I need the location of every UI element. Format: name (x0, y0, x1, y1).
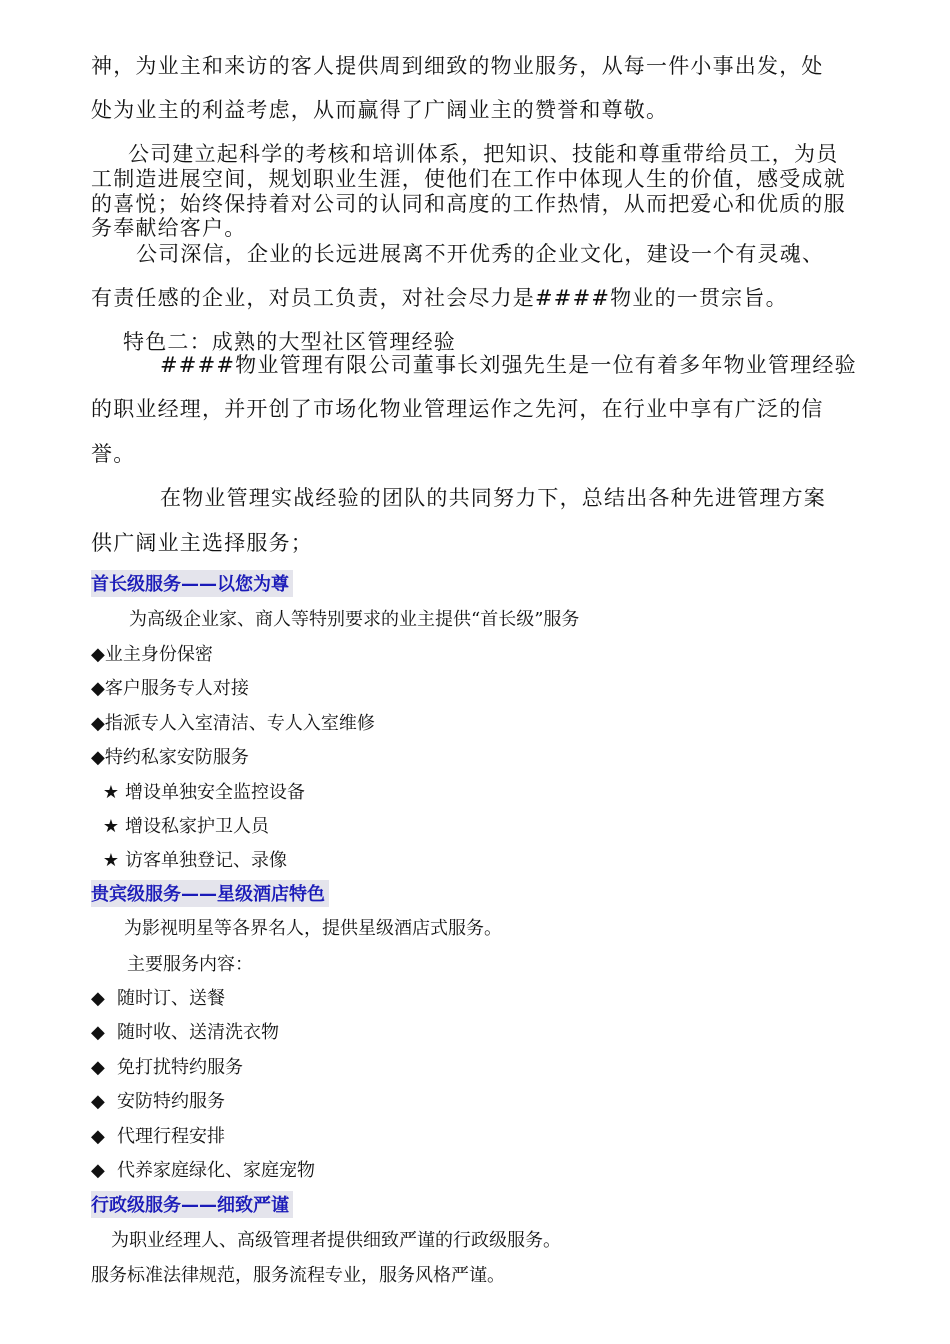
list-item (91, 743, 249, 769)
list-item (91, 1053, 243, 1079)
list-item-text: 指派专人入室清洁、专人入室维修 (104, 713, 375, 734)
paragraph-line: 处为业主的利益考虑，从而赢得了广阔业主的赞誉和尊敬。 (91, 98, 669, 122)
paragraph-line: 的喜悦；始终保持着对公司的认同和高度的工作热情，从而把爱心和优质的服 (91, 192, 846, 216)
paragraph-line: 务奉献给客户。 (91, 216, 247, 240)
list-item (91, 1018, 279, 1044)
list-item-text: 客户服务专人对接 (104, 678, 249, 699)
paragraph-line: 神，为业主和来访的客人提供周到细致的物业服务，从每一件小事出发，处 (91, 54, 824, 78)
paragraph-line: ####物业管理有限公司董事长刘强先生是一位有着多年物业管理经验 (160, 353, 857, 377)
paragraph-line: 的职业经理，并开创了市场化物业管理运作之先河，在行业中享有广泛的信 (91, 397, 824, 421)
diamond-bullet-icon: ◆ (91, 1126, 105, 1147)
list-item-text: 随时收、送清洗衣物 (117, 1022, 279, 1043)
list-item-text: 免打扰特约服务 (117, 1057, 243, 1078)
diamond-bullet-icon: ◆ (91, 1160, 105, 1181)
diamond-bullet-icon: ◆ (91, 644, 105, 665)
section-desc: 服务标准法律规范，服务流程专业，服务风格严谨。 (91, 1265, 505, 1286)
section-heading-vip: 贵宾级服务——星级酒店特色 (91, 880, 329, 907)
list-item (91, 1156, 315, 1182)
diamond-bullet-icon: ◆ (91, 747, 105, 768)
star-bullet-icon: ★ (102, 782, 120, 803)
sub-list-item (97, 846, 287, 872)
list-item (91, 1122, 225, 1148)
paragraph-line: 有责任感的企业，对员工负责，对社会尽力是####物业的一贯宗旨。 (91, 286, 788, 310)
paragraph-line: 公司深信，企业的长远进展离不开优秀的企业文化，建设一个有灵魂、 (136, 242, 825, 266)
paragraph-line: 公司建立起科学的考核和培训体系，把知识、技能和尊重带给员工，为员 (128, 142, 839, 166)
list-item-text: 代养家庭绿化、家庭宠物 (117, 1160, 315, 1181)
diamond-bullet-icon: ◆ (91, 1022, 105, 1043)
list-item-text: 访客单独登记、录像 (125, 850, 287, 871)
section-desc: 为高级企业家、商人等特别要求的业主提供“首长级”服务 (129, 609, 580, 630)
list-item-text: 业主身份保密 (104, 644, 213, 665)
diamond-bullet-icon: ◆ (91, 1091, 105, 1112)
list-item-text: 安防特约服务 (117, 1091, 225, 1112)
list-item-text: 随时订、送餐 (117, 988, 225, 1009)
section-heading-chief: 首长级服务——以您为尊 (91, 570, 293, 597)
list-item (91, 674, 249, 700)
diamond-bullet-icon: ◆ (91, 678, 105, 699)
list-item (91, 709, 375, 735)
diamond-bullet-icon: ◆ (91, 1057, 105, 1078)
paragraph-line: 工制造进展空间，规划职业生涯，使他们在工作中体现人生的价值，感受成就 (91, 167, 846, 191)
star-bullet-icon: ★ (102, 850, 120, 871)
section-heading-exec: 行政级服务——细致严谨 (91, 1191, 293, 1218)
list-item-text: 代理行程安排 (117, 1126, 225, 1147)
sub-list-item (97, 778, 305, 804)
section-desc: 为职业经理人、高级管理者提供细致严谨的行政级服务。 (111, 1230, 561, 1251)
sub-list-item (97, 812, 269, 838)
paragraph-line: 供广阔业主选择服务； (91, 531, 313, 555)
list-item-text: 增设私家护卫人员 (125, 816, 269, 837)
list-item (91, 984, 225, 1010)
paragraph-line: 誉。 (91, 442, 136, 466)
list-item (91, 640, 213, 666)
diamond-bullet-icon: ◆ (91, 988, 105, 1009)
section-sublabel: 主要服务内容： (127, 954, 253, 975)
list-item-text: 增设单独安全监控设备 (125, 782, 305, 803)
list-item-text: 特约私家安防服务 (104, 747, 249, 768)
section-desc: 为影视明星等各界名人，提供星级酒店式服务。 (124, 918, 502, 939)
diamond-bullet-icon: ◆ (91, 713, 105, 734)
star-bullet-icon: ★ (102, 816, 120, 837)
feature-title: 特色二：成熟的大型社区管理经验 (123, 330, 456, 354)
paragraph-line: 在物业管理实战经验的团队的共同努力下，总结出各种先进管理方案 (160, 486, 826, 510)
list-item (91, 1087, 225, 1113)
